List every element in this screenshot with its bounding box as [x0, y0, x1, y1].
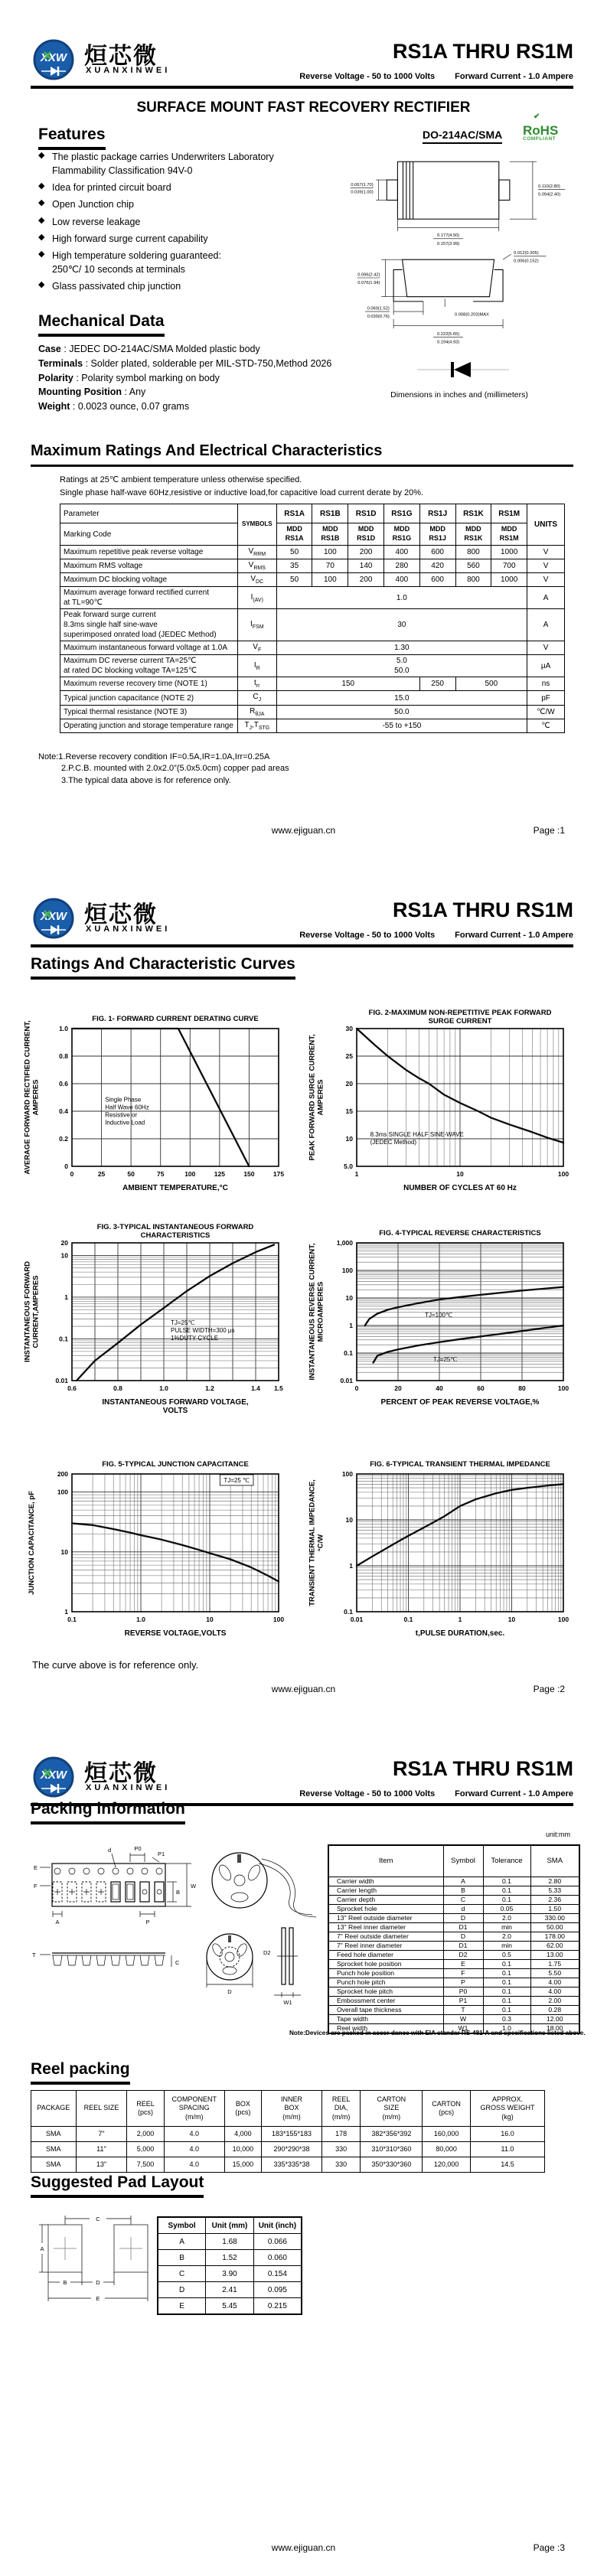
- svg-text:TJ=100℃: TJ=100℃: [425, 1312, 452, 1319]
- fig5-chart: [23, 1454, 300, 1662]
- footer-page-number: Page :3: [533, 2542, 565, 2553]
- figure-grid: [0, 859, 607, 1717]
- table-row: Tape width W 0.3 12.00: [328, 2015, 579, 2024]
- table-row: Feed hole diameter D2 0.5 13.00: [328, 1951, 579, 1960]
- pad-dim-e: E: [96, 2295, 100, 2302]
- tape-dim-w: W: [191, 1883, 197, 1890]
- svg-text:100: 100: [272, 1616, 285, 1623]
- svg-text:FIG. 1- FORWARD CURRENT DERATI: FIG. 1- FORWARD CURRENT DERATING CURVE: [92, 1015, 259, 1023]
- svg-text:1%DUTY CYCLE: 1%DUTY CYCLE: [171, 1334, 219, 1342]
- page-footer: [0, 1684, 607, 1699]
- dim-total-width-in: 0.222(5.65): [436, 332, 460, 337]
- svg-text:FIG. 6-TYPICAL TRANSIENT THERM: FIG. 6-TYPICAL TRANSIENT THERMAL IMPEDANCE: [370, 1460, 550, 1469]
- table-row: Typical junction capacitance (NOTE 2) $C_J$ 15.0 pF: [60, 691, 565, 705]
- page-3: [0, 1717, 607, 2576]
- table-row: Punch hole pitch P 0.1 4.00: [328, 1978, 579, 1987]
- svg-text:FIG. 5-TYPICAL JUNCTION CAPACI: FIG. 5-TYPICAL JUNCTION CAPACITANCE: [102, 1460, 249, 1469]
- dim-total-width-mm: 0.194(4.93): [436, 340, 460, 345]
- dim-standoff-max: 0.008(0.203)MAX: [455, 312, 489, 318]
- pad-table-container: [157, 2216, 302, 2315]
- footer-website: www.ejiguan.cn: [271, 2542, 336, 2553]
- packing-note: Note:Devices are packed in accor dance with EIA standar RS-481-A and specifications listed above.: [289, 2030, 586, 2036]
- svg-text:10: 10: [206, 1616, 214, 1623]
- reverse-voltage-text: Reverse Voltage - 50 to 1000 Volts: [299, 1789, 436, 1798]
- svg-text:PULSE WIDTH=300 μs: PULSE WIDTH=300 μs: [171, 1326, 235, 1334]
- unit-note: unit:mm: [545, 1831, 570, 1838]
- svg-text:1.0: 1.0: [59, 1025, 68, 1032]
- svg-text:75: 75: [156, 1170, 165, 1178]
- mechanical-data-list: [38, 342, 331, 414]
- rohs-compliant-label: COMPLIANT: [523, 136, 556, 142]
- brand-name-en: XUANXINWEI: [86, 66, 171, 75]
- tape-and-reel-drawing: [21, 1842, 324, 2009]
- dim-body-height-in: 0.110(2.80): [537, 184, 560, 189]
- diamond-bullet-icon: ◆: [38, 232, 45, 242]
- dim-side-height-mm: 0.076(1.94): [357, 280, 380, 285]
- fig1-cell: [23, 1009, 300, 1221]
- table-row: Carrier depth C 0.1 2.36: [328, 1896, 579, 1905]
- svg-text:0.2: 0.2: [59, 1135, 68, 1143]
- diamond-bullet-icon: ◆: [38, 249, 45, 259]
- dim-lead-thickness-mm: 0.006(0.152): [514, 259, 539, 264]
- svg-text:0: 0: [64, 1162, 68, 1170]
- reel-packing-heading: Reel packing: [31, 2060, 130, 2085]
- table-row: Maximum DC blocking voltage $V_{DC}$ 50 100 200 400 600 800 1000 V: [60, 573, 565, 587]
- svg-text:0.4: 0.4: [59, 1107, 68, 1115]
- svg-text:1.2: 1.2: [205, 1384, 214, 1392]
- pad-layout-table: Symbol Unit (mm) Unit (inch) A 1.68 0.066 B 1.52 0.060 C 3.90 0.154 D 2.41 0.095 E 5.45 0.215: [157, 2216, 302, 2315]
- table-row: Carrier length B 0.1 5.33: [328, 1886, 579, 1896]
- diamond-bullet-icon: ◆: [38, 280, 45, 289]
- header-rule: [31, 86, 573, 89]
- svg-text:0: 0: [354, 1384, 359, 1392]
- reel-table-container: [31, 2090, 545, 2173]
- package-outline-drawing: [337, 152, 566, 354]
- svg-text:1,000: 1,000: [336, 1239, 353, 1247]
- dim-foot-length-in: 0.060(1.52): [367, 306, 390, 311]
- svg-text:0: 0: [70, 1170, 74, 1178]
- svg-text:PERCENT OF PEAK REVERSE VOLTAG: PERCENT OF PEAK REVERSE VOLTAGE,%: [380, 1398, 540, 1407]
- reverse-voltage-text: Reverse Voltage - 50 to 1000 Volts: [299, 72, 436, 81]
- table-row: D 2.41 0.095: [158, 2282, 302, 2298]
- svg-text:0.6: 0.6: [67, 1384, 77, 1392]
- svg-text:0.6: 0.6: [59, 1080, 68, 1087]
- svg-text:TRANSIENT THERMAL IMPEDANCE,°C: TRANSIENT THERMAL IMPEDANCE,°C/W: [308, 1479, 325, 1606]
- ratings-table-container: [60, 504, 565, 733]
- svg-text:10: 10: [456, 1170, 464, 1178]
- svg-text:20: 20: [345, 1080, 353, 1087]
- svg-text:INSTANTANEOUS REVERSE CURRENT,: INSTANTANEOUS REVERSE CURRENT,MICROAMPERES: [308, 1243, 325, 1381]
- voltage-current-subtitle: [299, 72, 573, 81]
- svg-text:1: 1: [458, 1616, 462, 1623]
- dim-foot-length-mm: 0.030(0.76): [367, 315, 390, 320]
- fig2-cell: [308, 1009, 585, 1221]
- part-number-title: RS1A THRU RS1M: [392, 1757, 573, 1780]
- svg-text:Resistive or: Resistive or: [105, 1111, 137, 1119]
- features-heading: Features: [38, 126, 106, 150]
- table-row: SMA 7" 2,000 4.0 4,000 183*155*183 178 382*356*392 160,000 16.0: [31, 2127, 545, 2142]
- voltage-current-subtitle: [299, 1789, 573, 1798]
- pad-dim-d: D: [96, 2279, 100, 2286]
- logo-initials: XXW: [40, 910, 67, 923]
- table-row: Operating junction and storage temperature range $T_J,T_{STG}$ -55 to +150 ℃: [60, 719, 565, 732]
- svg-text:0.1: 0.1: [344, 1349, 353, 1357]
- svg-text:CHARACTERISTICS: CHARACTERISTICS: [140, 1231, 210, 1240]
- svg-text:FIG. 3-TYPICAL INSTANTANEOUS F: FIG. 3-TYPICAL INSTANTANEOUS FORWARD: [96, 1223, 254, 1231]
- features-list: [38, 150, 321, 296]
- dimensions-note: Dimensions in inches and (millimeters): [390, 390, 528, 399]
- svg-text:FIG. 4-TYPICAL REVERSE CHARACT: FIG. 4-TYPICAL REVERSE CHARACTERISTICS: [379, 1229, 541, 1237]
- forward-current-text: Forward Current - 1.0 Ampere: [455, 931, 573, 940]
- svg-text:AMBIENT TEMPERATURE,°C: AMBIENT TEMPERATURE,°C: [122, 1184, 228, 1192]
- mechanical-row: Case : JEDEC DO-214AC/SMA Molded plastic body: [38, 344, 260, 354]
- brand-logo: [31, 38, 80, 83]
- pad-dim-b: B: [63, 2279, 67, 2286]
- table-row: Typical thermal resistance (NOTE 3) $R_{\theta JA}$ 50.0 ℃/W: [60, 705, 565, 719]
- brand-name-en: XUANXINWEI: [86, 1783, 171, 1792]
- table-row: Embossment center P1 0.1 2.00: [328, 1997, 579, 2006]
- pad-layout-drawing: [34, 2211, 165, 2314]
- svg-text:INSTANTANEOUS FORWARDCURRENT,A: INSTANTANEOUS FORWARDCURRENT,AMPERES: [23, 1261, 41, 1362]
- packing-table: Item Symbol Tolerance SMA Carrier width A 0.1 2.80 Carrier length B 0.1 5.33 Carrier depth C 0.1 2.36 Sprocket hole d 0.05 1.50 13" Reel outside diameter D 2.0 330.00 13" Reel inner diameter D1 min 50.00 7" Reel outside diameter D 2.0 178.00 7" Reel inner diameter D1 min 62.00 Feed hole diameter D2 0.5 13.00 Sprocket hole position E 0.1 1.75 Punch hole position F 0.1 5.50 Punch hole pitch P 0.1 4.00 Sprocket hole pitch P0 0.1 4.00 Embossment center P1 0.1 2.00 Overall tape thickness T 0.1 0.28 Tape width W 0.3 12.00 Reel width W1 1.0 18.00: [328, 1844, 580, 2034]
- svg-text:60: 60: [477, 1384, 485, 1392]
- forward-current-text: Forward Current - 1.0 Ampere: [455, 72, 573, 81]
- svg-text:10: 10: [345, 1294, 353, 1302]
- rohs-badge: [523, 112, 559, 142]
- svg-text:PEAK FORWARD SURGE CURRENT,AM: PEAK FORWARD SURGE CURRENT,AMPERES: [308, 1034, 325, 1161]
- reel-dim-d2: D2: [263, 1949, 271, 1956]
- dim-side-height-in: 0.096(2.42): [357, 272, 380, 278]
- tape-dim-e: E: [34, 1864, 38, 1871]
- table-row: Overall tape thickness T 0.1 0.28: [328, 2006, 579, 2015]
- svg-text:10: 10: [345, 1135, 353, 1143]
- fig3-chart: [23, 1223, 300, 1431]
- rohs-label: RoHS: [523, 123, 559, 138]
- footer-website: www.ejiguan.cn: [271, 1684, 336, 1694]
- tape-dim-f: F: [34, 1883, 38, 1890]
- svg-text:125: 125: [214, 1170, 225, 1178]
- table-row: Maximum reverse recovery time (NOTE 1) $t_{rr}$ 150 250 500 ns: [60, 677, 565, 691]
- pad-dim-c: C: [96, 2216, 100, 2222]
- dim-tab-height-in: 0.067(1.70): [351, 183, 374, 187]
- svg-text:25: 25: [345, 1052, 353, 1060]
- pad-dim-a: A: [40, 2245, 44, 2252]
- svg-text:Single Phase: Single Phase: [105, 1096, 142, 1104]
- polarity-diode-icon: [417, 360, 509, 380]
- table-row: 13" Reel inner diameter D1 min 50.00: [328, 1923, 579, 1932]
- brand-name-cn: 烜芯微: [84, 1761, 158, 1786]
- page-2: [0, 859, 607, 1717]
- ratings-rule: [31, 465, 573, 467]
- ratings-heading: Maximum Ratings And Electrical Characteristics: [31, 442, 383, 459]
- svg-text:1: 1: [349, 1322, 353, 1329]
- svg-text:Half Wave 60Hz: Half Wave 60Hz: [105, 1104, 149, 1111]
- reel-dim-w1: W1: [283, 1999, 292, 2006]
- fig4-cell: [308, 1223, 585, 1435]
- tape-dim-p0: P0: [134, 1845, 142, 1852]
- svg-text:NUMBER OF CYCLES AT 60 Hz: NUMBER OF CYCLES AT 60 Hz: [403, 1184, 517, 1192]
- check-icon: ✔: [534, 112, 540, 121]
- svg-text:80: 80: [518, 1384, 526, 1392]
- page-1: [0, 0, 607, 859]
- svg-text:VOLTS: VOLTS: [162, 1407, 188, 1415]
- table-row: A 1.68 0.066: [158, 2234, 302, 2250]
- tape-dim-b: B: [176, 1889, 181, 1896]
- page-footer: [0, 2542, 607, 2558]
- table-row: Punch hole position F 0.1 5.50: [328, 1969, 579, 1978]
- table-row: Maximum DC reverse current TA=25℃ at rated DC blocking voltage TA=125℃ $I_R$ 5.0 50.0 μA: [60, 655, 565, 677]
- svg-text:INSTANTANEOUS FORWARD VOLTAGE,: INSTANTANEOUS FORWARD VOLTAGE,: [102, 1398, 249, 1407]
- svg-text:1: 1: [64, 1293, 68, 1301]
- table-row: Reel width W1 1.0 18.00: [328, 2024, 579, 2034]
- reel-packing-table: PACKAGE REEL SIZE REEL (pcs) COMPONENT SPACING (m/m) BOX (pcs) INNER BOX (m/m) REEL DIA, (m/m) CARTON SIZE (m/m) CARTON (pcs) APPROX. GROSS WEIGHT (kg) SMA 7" 2,000 4.0 4,000 183*155*183 178 382*356*392 160,000 16.0 SMA 11" 5,000 4.0 10,000 290*290*38 330 310*310*360 80,000 11.0 SMA 13" 7,500 4.0 15,000 335*335*38 330 350*330*360 120,000 14.5: [31, 2090, 545, 2173]
- fig4-chart: [308, 1223, 585, 1431]
- svg-text:100: 100: [557, 1384, 569, 1392]
- logo-initials: XXW: [40, 51, 67, 64]
- part-number-title: RS1A THRU RS1M: [392, 898, 573, 921]
- diamond-bullet-icon: ◆: [38, 151, 45, 160]
- feature-item: ◆ Idea for printed circuit board: [38, 181, 321, 194]
- svg-text:0.1: 0.1: [403, 1616, 413, 1623]
- svg-text:REVERSE VOLTAGE,VOLTS: REVERSE VOLTAGE,VOLTS: [124, 1629, 227, 1638]
- svg-text:25: 25: [97, 1170, 106, 1178]
- diamond-bullet-icon: ◆: [38, 215, 45, 225]
- svg-text:100: 100: [341, 1470, 353, 1478]
- feature-item: ◆ High forward surge current capability: [38, 232, 321, 246]
- svg-text:8.3ms SINGLE HALF SINE-WAVE: 8.3ms SINGLE HALF SINE-WAVE: [370, 1131, 464, 1139]
- svg-text:0.8: 0.8: [59, 1052, 68, 1060]
- packing-heading: Packing information: [31, 1800, 185, 1824]
- dim-body-width-in: 0.177(4.50): [436, 233, 460, 239]
- page-footer: [0, 825, 607, 840]
- fig2-chart: [308, 1009, 585, 1217]
- dim-tab-height-mm: 0.039(1.00): [351, 190, 374, 195]
- footer-page-number: Page :2: [533, 1684, 565, 1694]
- reel-dim-d: D: [227, 1988, 232, 1995]
- svg-text:FIG. 2-MAXIMUM NON-REPETITIVE: FIG. 2-MAXIMUM NON-REPETITIVE PEAK FORWARD: [368, 1009, 552, 1017]
- table-row: Sprocket hole d 0.05 1.50: [328, 1905, 579, 1914]
- fig6-chart: [308, 1454, 585, 1662]
- table-row: E 5.45 0.215: [158, 2298, 302, 2315]
- svg-text:100: 100: [341, 1267, 353, 1274]
- mechanical-data-heading: Mechanical Data: [38, 312, 165, 337]
- fig5-cell: [23, 1454, 300, 1666]
- forward-current-text: Forward Current - 1.0 Ampere: [455, 1789, 573, 1798]
- svg-text:SURGE CURRENT: SURGE CURRENT: [428, 1017, 492, 1026]
- table-row: Maximum RMS voltage $V_{RMS}$ 35 70 140 280 420 560 700 V: [60, 559, 565, 573]
- diamond-bullet-icon: ◆: [38, 198, 45, 208]
- svg-text:175: 175: [272, 1170, 285, 1178]
- svg-text:1.5: 1.5: [274, 1384, 283, 1392]
- mechanical-row: Terminals : Solder plated, solderable per MIL-STD-750,Method 2026: [38, 357, 332, 369]
- reverse-voltage-text: Reverse Voltage - 50 to 1000 Volts: [299, 931, 436, 940]
- table-row: 7" Reel outside diameter D 2.0 178.00: [328, 1932, 579, 1942]
- svg-text:TJ=25℃: TJ=25℃: [432, 1355, 458, 1363]
- svg-text:JUNCTION CAPACITANCE, pF: JUNCTION CAPACITANCE, pF: [28, 1491, 36, 1595]
- table-row: Maximum repetitive peak reverse voltage $V_{RRM}$ 50 100 200 400 600 800 1000 V: [60, 546, 565, 559]
- fig6-cell: [308, 1454, 585, 1666]
- svg-text:0.01: 0.01: [55, 1377, 68, 1384]
- svg-text:100: 100: [184, 1170, 196, 1178]
- dim-lead-thickness-in: 0.012(0.305): [514, 251, 539, 256]
- mechanical-row: Mounting Position : Any: [38, 386, 146, 398]
- table-row: C 3.90 0.154: [158, 2266, 302, 2282]
- ratings-notes: Note:1.Reverse recovery condition IF=0.5A,IR=1.0A,Irr=0.25A 2.P.C.B. mounted with 2.0x2.0”(5.0x5.0cm) copper pad areas 3.The typical data above is for reference only.: [38, 752, 289, 785]
- table-row: 13" Reel outside diameter D 2.0 330.00: [328, 1914, 579, 1923]
- document-title: SURFACE MOUNT FAST RECOVERY RECTIFIER: [136, 99, 471, 116]
- mechanical-row: Polarity : Polarity symbol marking on body: [38, 372, 220, 383]
- tape-dim-d: d: [108, 1847, 112, 1854]
- svg-text:t,PULSE DURATION,sec.: t,PULSE DURATION,sec.: [415, 1629, 505, 1638]
- table-row: Sprocket hole position E 0.1 1.75: [328, 1960, 579, 1969]
- table-row: Maximum instantaneous forward voltage at 1.0A $V_F$ 1.30 V: [60, 641, 565, 655]
- svg-text:1.0: 1.0: [159, 1384, 168, 1392]
- dim-body-height-mm: 0.094(2.40): [537, 192, 561, 197]
- package-name: DO-214AC/SMA: [423, 129, 502, 144]
- svg-text:Inductive Load: Inductive Load: [105, 1119, 145, 1127]
- svg-text:100: 100: [57, 1488, 68, 1496]
- table-row: 7" Reel inner diameter D1 min 62.00: [328, 1942, 579, 1951]
- footer-website: www.ejiguan.cn: [271, 825, 336, 836]
- svg-text:10: 10: [60, 1547, 68, 1556]
- brand-logo: [31, 1756, 80, 1800]
- svg-text:TJ=25℃: TJ=25℃: [171, 1319, 195, 1326]
- svg-text:TJ=25 ℃: TJ=25 ℃: [224, 1476, 250, 1484]
- pad-layout-heading: Suggested Pad Layout: [31, 2173, 204, 2198]
- table-row: Carrier width A 0.1 2.80: [328, 1877, 579, 1886]
- page-header: [31, 1717, 573, 1809]
- svg-text:5.0: 5.0: [344, 1162, 353, 1170]
- svg-text:1: 1: [354, 1170, 359, 1178]
- svg-text:10: 10: [60, 1251, 68, 1260]
- page-header: [31, 0, 573, 92]
- svg-text:100: 100: [557, 1170, 569, 1178]
- fig3-cell: [23, 1223, 300, 1435]
- feature-item: ◆ Glass passivated chip junction: [38, 279, 321, 293]
- svg-text:15: 15: [345, 1107, 353, 1115]
- svg-text:1.4: 1.4: [251, 1384, 260, 1392]
- tape-dim-p1: P1: [158, 1850, 165, 1857]
- curves-footnote: The curve above is for reference only.: [32, 1659, 199, 1671]
- svg-text:(JEDEC Method): (JEDEC Method): [370, 1139, 417, 1146]
- packing-table-container: [328, 1844, 580, 2034]
- tape-dim-t: T: [32, 1952, 36, 1958]
- svg-text:1: 1: [64, 1608, 68, 1616]
- svg-text:0.8: 0.8: [113, 1384, 122, 1392]
- feature-item: ◆ The plastic package carries Underwriters Laboratory Flammability Classification 94V-0: [38, 150, 321, 178]
- svg-text:30: 30: [345, 1025, 353, 1032]
- table-row: Maximum average forward rectified current at TL=90℃ $I_{(AV)}$ 1.0 A: [60, 587, 565, 609]
- feature-item: ◆ High temperature soldering guaranteed: 250℃/ 10 seconds at terminals: [38, 249, 321, 276]
- table-row: B 1.52 0.060: [158, 2250, 302, 2266]
- svg-text:20: 20: [60, 1239, 68, 1247]
- part-number-title: RS1A THRU RS1M: [392, 40, 573, 63]
- svg-text:10: 10: [507, 1616, 516, 1623]
- svg-text:50: 50: [127, 1170, 135, 1178]
- svg-text:20: 20: [394, 1384, 402, 1392]
- ratings-intro: Ratings at 25℃ ambient temperature unless otherwise specified. Single phase half-wave 60Hz,resistive or inductive load,for capacitive load current derate by 20%.: [60, 475, 424, 498]
- svg-text:0.01: 0.01: [340, 1377, 353, 1384]
- dim-body-width-mm: 0.157(3.99): [436, 241, 460, 246]
- svg-text:0.1: 0.1: [59, 1335, 68, 1343]
- brand-name-cn: 烜芯微: [84, 44, 158, 69]
- svg-text:0.1: 0.1: [344, 1608, 353, 1616]
- tape-dim-a: A: [55, 1919, 60, 1925]
- svg-text:0.01: 0.01: [350, 1616, 364, 1623]
- svg-text:200: 200: [57, 1470, 68, 1478]
- fig1-chart: [23, 1009, 300, 1217]
- svg-text:100: 100: [557, 1616, 569, 1623]
- tape-dim-p: P: [145, 1919, 150, 1925]
- svg-text:1.0: 1.0: [136, 1616, 145, 1623]
- svg-text:10: 10: [345, 1516, 353, 1524]
- curves-heading: Ratings And Characteristic Curves: [31, 955, 295, 980]
- table-row: Sprocket hole pitch P0 0.1 4.00: [328, 1987, 579, 1997]
- diamond-bullet-icon: ◆: [38, 181, 45, 191]
- svg-text:1: 1: [349, 1562, 353, 1570]
- svg-text:150: 150: [243, 1170, 255, 1178]
- ratings-table: Parameter SYMBOLS RS1A RS1B RS1D RS1G RS1J RS1K RS1M UNITS Marking Code MDD RS1A MDD RS1B MDD RS1D MDD RS1G MDD RS1J MDD RS1K MDD RS1M Maximum repetitive peak reverse voltage $V_{RRM}$ 50 100 200 400 600 800 1000 V Maximum RMS voltage $V_{RMS}$ 35 70 140 280 420 560 700 V Maximum DC blocking voltage $V_{DC}$ 50 100 200 400 600 800 1000 V Maximum average forward rectified current at TL=90℃ $I_{(AV)}$ 1.0 A Peak forward surge current 8.3ms single half sine-wave superimposed onrated load (JEDEC Method) $I_{FSM}$ 30 A Maximum instantaneous forward voltage at 1.0A $V_F$ 1.30 V Maximum DC reverse current TA=25℃ at rated DC blocking voltage TA=125℃ $I_R$ 5.0 50.0 μA Maximum reverse recovery time (NOTE 1) $t_{rr}$ 150 250 500 ns Typical junction capacitance (NOTE 2) $C_J$ 15.0 pF Typical thermal resistance (NOTE 3) $R_{\theta JA}$ 50.0 ℃/W Operating junction and storage temperature range $T_J,T_{STG}$ -55 to +150 ℃: [60, 504, 565, 733]
- table-row: SMA 11" 5,000 4.0 10,000 290*290*38 330 310*310*360 80,000 11.0: [31, 2142, 545, 2157]
- mechanical-row: Weight : 0.0023 ounce, 0.07 grams: [38, 401, 190, 412]
- logo-initials: XXW: [40, 1769, 67, 1782]
- tape-dim-c: C: [175, 1959, 180, 1966]
- brand-name-cn: 烜芯微: [84, 902, 158, 928]
- feature-item: ◆ Low reverse leakage: [38, 215, 321, 229]
- footer-page-number: Page :1: [533, 825, 565, 836]
- feature-item: ◆ Open Junction chip: [38, 197, 321, 211]
- table-row: SMA 13" 7,500 4.0 15,000 335*335*38 330 350*330*360 120,000 14.5: [31, 2157, 545, 2173]
- brand-name-en: XUANXINWEI: [86, 924, 171, 934]
- svg-text:AVERAGE FORWARD RECTIFIED CURR: AVERAGE FORWARD RECTIFIED CURRENT,AMPERES: [23, 1020, 41, 1175]
- svg-text:40: 40: [436, 1384, 443, 1392]
- table-row: Peak forward surge current 8.3ms single half sine-wave superimposed onrated load (JEDEC Method) $I_{FSM}$ 30 A: [60, 609, 565, 641]
- svg-text:0.1: 0.1: [67, 1616, 77, 1623]
